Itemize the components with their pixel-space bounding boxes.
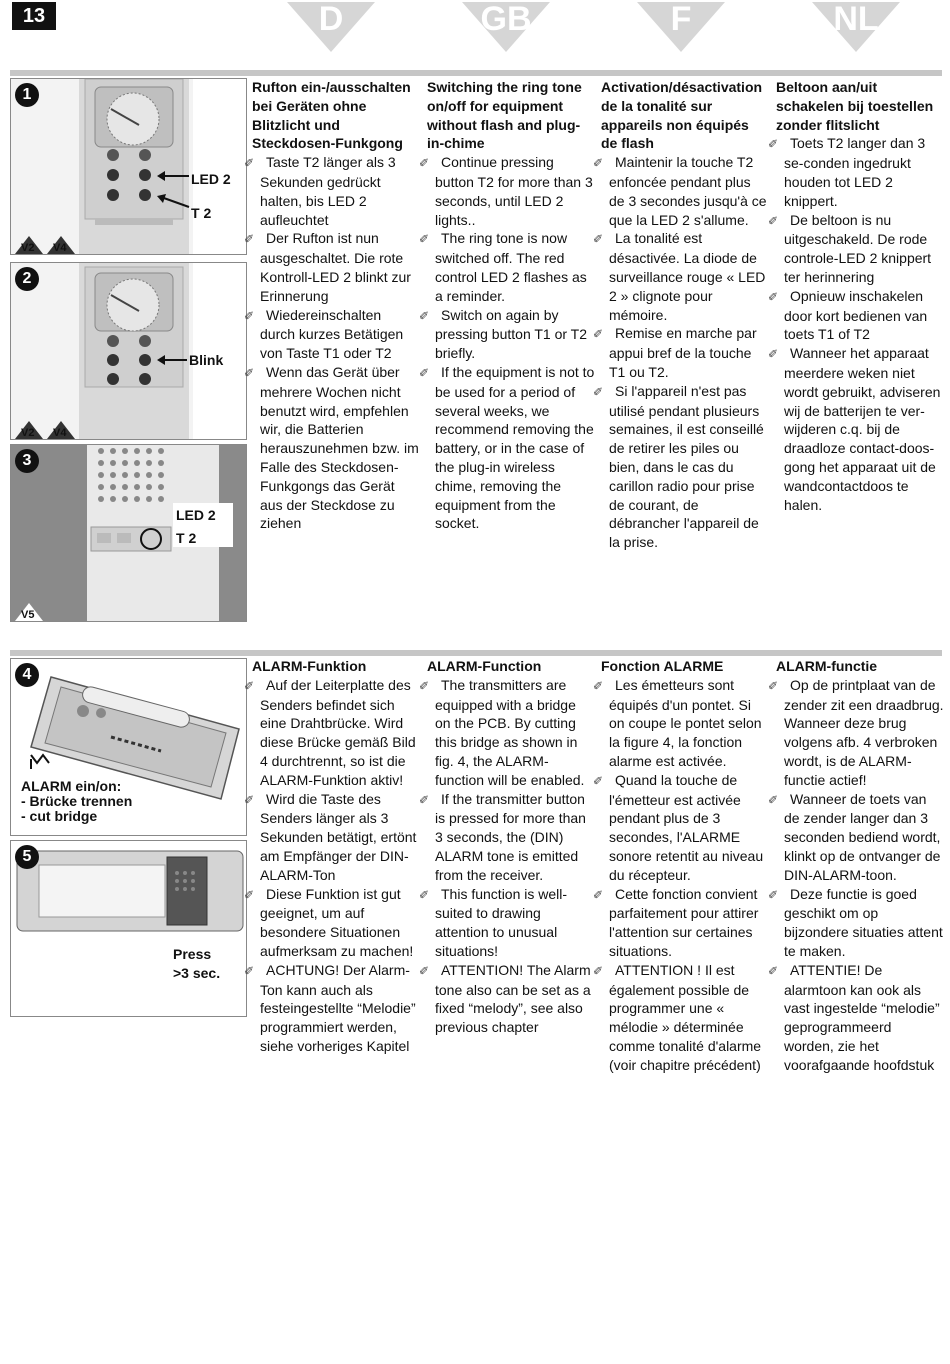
- pen-icon: ✐: [768, 347, 779, 362]
- pen-icon: ✐: [419, 792, 430, 807]
- tag-v5: V5: [21, 609, 35, 621]
- heading-de: ALARM-Funktion: [252, 658, 367, 674]
- figure-2-illustration: [11, 263, 246, 439]
- figure-5-number: 5: [15, 845, 39, 869]
- pen-icon: ✐: [419, 963, 430, 978]
- pen-icon: ✐: [419, 887, 430, 902]
- text-gb-alarm: ALARM-Function ✐ The transmitters are equipped with a bridge on the PCB. By cutting this bridge as shown in fig. 4, the ALARM-function will be enabled. ✐ If the transmitter button is pressed for more than 3 seconds, the (DIN) ALARM tone is emitted from the receiver. ✐ This function is well-suited to drawing attention to unusual situations! ✐ ATTENTION! The Alarm tone also can be set as a fixed “melody”, see also previous chapter: [427, 657, 595, 1037]
- pen-icon: ✐: [244, 156, 255, 171]
- heading-fr: Fonction ALARME: [601, 658, 724, 674]
- figure-1-number: 1: [15, 83, 39, 107]
- t2-label: T 2: [191, 205, 212, 221]
- page-number: 13: [12, 2, 56, 30]
- lang-marker-fr: F: [637, 2, 725, 52]
- figure-4-number: 4: [15, 663, 39, 687]
- heading-gb: Switching the ring tone on/off for equipment without flash and plug-in-chime: [427, 79, 582, 152]
- pen-icon: ✐: [593, 678, 604, 693]
- pen-icon: ✐: [593, 887, 604, 902]
- led2-label: LED 2: [191, 171, 231, 187]
- figure-5: [10, 840, 247, 1017]
- text-nl-ringtone: Beltoon aan/uit schakelen bij toestellen zonder flitslicht ✐ Toets T2 langer dan 3 se-conden ingedrukt houden tot LED 2 knippert. ✐ De beltoon is nu uitgeschakeld. De rode controle-LED 2 knippert ter herinnering ✐ Opnieuw inschakelen door kort bedienen van toets T1 of T2 ✐ Wanneer het apparaat meerdere weken niet wordt gebruikt, adviseren wij de batterijen te ver-wijderen c.q. bij de draadloze contact-doos-gong het apparaat uit de wandcontactdoos te halen.: [776, 78, 944, 514]
- lang-marker-gb: GB: [462, 2, 550, 52]
- pen-icon: ✐: [768, 678, 779, 693]
- section-divider: [10, 650, 942, 656]
- heading-nl: ALARM-functie: [776, 658, 878, 674]
- press-label: Press >3 sec.: [173, 946, 221, 981]
- pen-icon: ✐: [768, 792, 779, 807]
- pen-icon: ✐: [244, 232, 255, 247]
- figure-2: [10, 262, 247, 440]
- lang-marker-nl: NL: [812, 2, 900, 52]
- pen-icon: ✐: [419, 156, 430, 171]
- led2-label: LED 2: [176, 507, 216, 523]
- pen-icon: ✐: [244, 963, 255, 978]
- heading-nl: Beltoon aan/uit schakelen bij toestellen zonder flitslicht: [776, 79, 934, 133]
- blink-label: Blink: [189, 352, 224, 368]
- figure-2-number: 2: [15, 267, 39, 291]
- figure-3: [10, 444, 247, 622]
- figure-3-number: 3: [15, 449, 39, 473]
- text-fr-alarm: Fonction ALARME ✐ Les émetteurs sont équipés d'un pontet. Si on coupe le pontet selon la figure 4, la fonction alarme est activée. ✐ Quand la touche de l'émetteur est activée pendant plus de 3 secondes, l'ALARME sonore retentit au niveau du récepteur. ✐ Cette fonction convient parfaitement pour attirer l'attention sur certaines situations. ✐ ATTENTION ! Il est également possible de programmer une « mélodie » déterminée comme tonalité d'alarme (voir chapitre précédent): [601, 657, 769, 1075]
- pen-icon: ✐: [244, 308, 255, 323]
- pen-icon: ✐: [593, 156, 604, 171]
- tag-v2: V2: [21, 242, 35, 254]
- text-fr-ringtone: Activation/désactivation de la tonalité sur appareils non équipés de flash ✐ Maintenir la touche T2 enfoncée pendant plus de 3 secondes jusqu'à ce que la LED 2 s'allume. ✐ La tonalité est désactivée. La diode de surveillance rouge « LED 2 » clignote pour mémoire. ✐ Remise en marche par appui bref de la touche T1 ou T2. ✐ Si l'appareil n'est pas utilisé pendant plusieurs semaines, il est conseillé de retirer les piles ou bien, dans le cas du carillon radio pour prise de courant, de débrancher l'appareil de la prise.: [601, 78, 769, 552]
- figure-4: [10, 658, 247, 836]
- pen-icon: ✐: [419, 365, 430, 380]
- figure-1-illustration: [11, 79, 246, 254]
- pen-icon: ✐: [244, 887, 255, 902]
- pen-icon: ✐: [244, 365, 255, 380]
- pen-icon: ✐: [768, 137, 779, 152]
- pen-icon: ✐: [768, 887, 779, 902]
- heading-fr: Activation/désactivation de la tonalité sur appareils non équipés de flash: [601, 79, 763, 152]
- tag-v2: V2: [21, 427, 35, 439]
- alarm-label: ALARM ein/on: - Brücke trennen - cut bridge: [21, 778, 133, 824]
- pen-icon: ✐: [768, 963, 779, 978]
- pen-icon: ✐: [593, 773, 604, 788]
- figure-5-illustration: [11, 841, 246, 1016]
- figure-1: [10, 78, 247, 255]
- text-nl-alarm: ALARM-functie ✐ Op de printplaat van de zender zit een draadbrug. Wanneer deze brug volgens afb. 4 verbroken wordt, is de ALARM-functie actief! ✐ Wanneer de toets van de zender langer dan 3 seconden bediend wordt, klinkt op de ontvanger de DIN-ALARM-toon. ✐ Deze functie is goed geschikt om op bijzondere situaties attent te maken. ✐ ATTENTIE! De alarmtoon kan ook als vast ingestelde “melodie” geprogrammeerd worden, zie het voorafgaande hoofdstuk: [768, 658, 944, 1073]
- pen-icon: ✐: [419, 232, 430, 247]
- pen-icon: ✐: [593, 327, 604, 342]
- text-gb-ringtone: Switching the ring tone on/off for equipment without flash and plug-in-chime ✐ Continue pressing button T2 for more than 3 seconds, until LED 2 lights.. ✐ The ring tone is now switched off. The red control LED 2 flashes as a reminder. ✐ Switch on again by pressing button T1 or T2 briefly. ✐ If the equipment is not to be used for a period of several weeks, we recommend removing the battery, or in the case of the plug-in wireless chime, removing the equipment from the socket.: [419, 79, 595, 532]
- text-de-ringtone: Rufton ein-/ausschalten bei Geräten ohne Blitzlicht und Steckdosen-Funkgong ✐ Taste T2 länger als 3 Sekunden gedrückt halten, bis LED 2 aufleuchtet ✐ Der Rufton ist nun ausgeschaltet. Die rote Kontroll-LED 2 blinkt zur Erinnerung ✐ Wiedereinschalten durch kurzes Betätigen von Taste T1 oder T2 ✐ Wenn das Gerät über mehrere Wochen nicht benutzt wird, empfehlen wir, die Batterien herauszunehmen bzw. im Falle des Steckdosen-Funkgongs das Gerät aus der Steckdose zu ziehen: [244, 79, 419, 532]
- t2-label: T 2: [176, 530, 197, 546]
- pen-icon: ✐: [244, 678, 255, 693]
- section-divider: [10, 70, 942, 76]
- pen-icon: ✐: [768, 289, 779, 304]
- pen-icon: ✐: [593, 963, 604, 978]
- tag-v4: V4: [53, 242, 67, 254]
- pen-icon: ✐: [419, 308, 430, 323]
- pen-icon: ✐: [593, 384, 604, 399]
- lang-marker-de: D: [287, 2, 375, 52]
- text-de-alarm: ALARM-Funktion ✐ Auf der Leiterplatte des Senders befindet sich eine Drahtbrücke. Wird diese Brücke gemäß Bild 4 durchtrennt, so ist die ALARM-Funktion aktiv! ✐ Wird die Taste des Senders länger als 3 Sekunden betätigt, ertönt am Empfänger der DIN-ALARM-Ton ✐ Diese Funktion ist gut geeignet, um auf besondere Situationen aufmerksam zu machen! ✐ ACHTUNG! Der Alarm-Ton kann auch als festeingestellte “Melodie” programmiert werden, siehe vorheriges Kapitel: [252, 657, 420, 1056]
- pen-icon: ✐: [768, 213, 779, 228]
- heading-gb: ALARM-Function: [427, 658, 542, 674]
- tag-v4: V4: [53, 427, 67, 439]
- heading-de: Rufton ein-/ausschalten bei Geräten ohne Blitzlicht und Steckdosen-Funkgong: [252, 79, 411, 152]
- pen-icon: ✐: [419, 678, 430, 693]
- pen-icon: ✐: [244, 792, 255, 807]
- pen-icon: ✐: [593, 232, 604, 247]
- figure-3-illustration: [11, 445, 246, 621]
